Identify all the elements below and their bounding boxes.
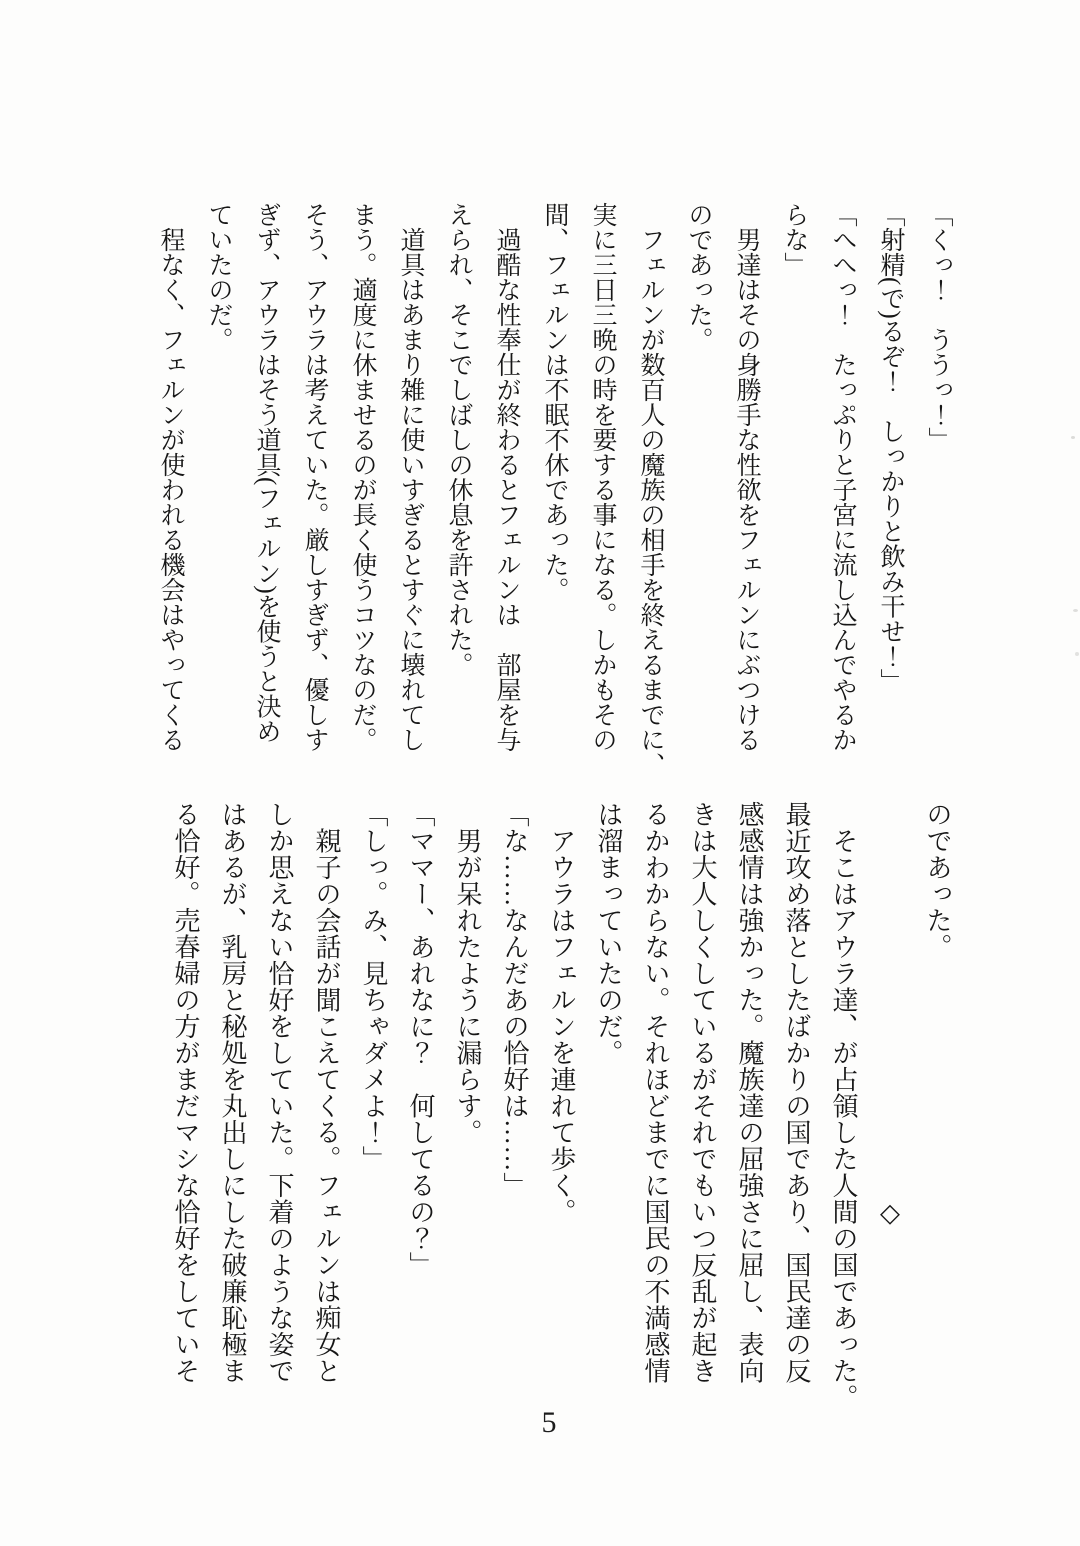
- text-line: ◇: [876, 801, 905, 1229]
- text-line: るかわからない。それほどまでに国民の不満感情: [641, 801, 670, 1384]
- text-line: アウラはフェルンを連れて歩く。: [547, 801, 576, 1225]
- scan-speck: [1071, 436, 1075, 439]
- text-line: 「しっ。み、見ちゃダメよ！」: [359, 801, 388, 1172]
- text-line: のであった。: [923, 801, 952, 960]
- text-line: えられ、そこでしばしの休息を許された。: [445, 202, 472, 677]
- text-line: らな」: [781, 202, 808, 277]
- text-line: ぎず、アウラはそう道具(フェルン)を使うと決め: [253, 202, 280, 744]
- text-line: しか思えない恰好をしていた。下着のような姿で: [265, 801, 294, 1384]
- text-line: 男達はその身勝手な性欲をフェルンにぶつける: [733, 202, 760, 752]
- text-line: 感感情は強かった。魔族達の屈強さに屈し、表向: [735, 801, 764, 1384]
- text-line: そう、アウラは考えていた。厳しすぎず、優しす: [301, 202, 328, 752]
- page-number: 5: [541, 1406, 557, 1439]
- text-line: 最近攻め落としたばかりの国であり、国民達の反: [782, 801, 811, 1384]
- upper-text-block: [146, 202, 962, 777]
- text-line: ていたのだ。: [205, 202, 232, 352]
- text-line: そこはアウラ達、が占領した人間の国であった。: [829, 801, 858, 1411]
- text-line: る恰好。売春婦の方がまだマシな恰好をしていそ: [171, 801, 200, 1384]
- text-line: 親子の会話が聞こえてくる。フェルンは痴女と: [312, 801, 341, 1384]
- text-line: 間、フェルンは不眠不休であった。: [541, 202, 568, 602]
- text-line: 「くっ！ ううっ！」: [925, 202, 952, 452]
- text-line: まう。適度に休ませるのが長く使うコツなのだ。: [349, 202, 376, 752]
- text-line: 程なく、フェルンが使われる機会はやってくる: [157, 202, 184, 752]
- text-line: のであった。: [685, 202, 712, 352]
- text-line: きは大人しくしているがそれでもいつ反乱が起き: [688, 801, 717, 1384]
- text-line: 「ママー、あれなに？ 何してるの？」: [406, 801, 435, 1278]
- text-line: 過酷な性奉仕が終わるとフェルンは 部屋を与: [493, 202, 520, 752]
- text-line: は溜まっていたのだ。: [594, 801, 623, 1066]
- text-line: フェルンが数百人の魔族の相手を終えるまでに、: [637, 202, 664, 777]
- scan-speck: [1073, 609, 1078, 612]
- scan-speck: [1075, 652, 1079, 656]
- text-line: 「射精(で)るぞ！ しっかりと飲み干せ！」: [877, 202, 904, 694]
- text-line: 道具はあまり雑に使いすぎるとすぐに壊れてし: [397, 202, 424, 752]
- lower-text-block: [162, 801, 961, 1411]
- text-line: 「へへっ！ たっぷりと子宮に流し込んでやるか: [829, 202, 856, 752]
- text-line: 男が呆れたように漏らす。: [453, 801, 482, 1146]
- text-line: 「な……なんだあの恰好は……」: [500, 801, 529, 1199]
- text-line: はあるが、乳房と秘処を丸出しにした破廉恥極ま: [218, 801, 247, 1384]
- text-line: 実に三日三晩の時を要する事になる。しかもその: [589, 202, 616, 752]
